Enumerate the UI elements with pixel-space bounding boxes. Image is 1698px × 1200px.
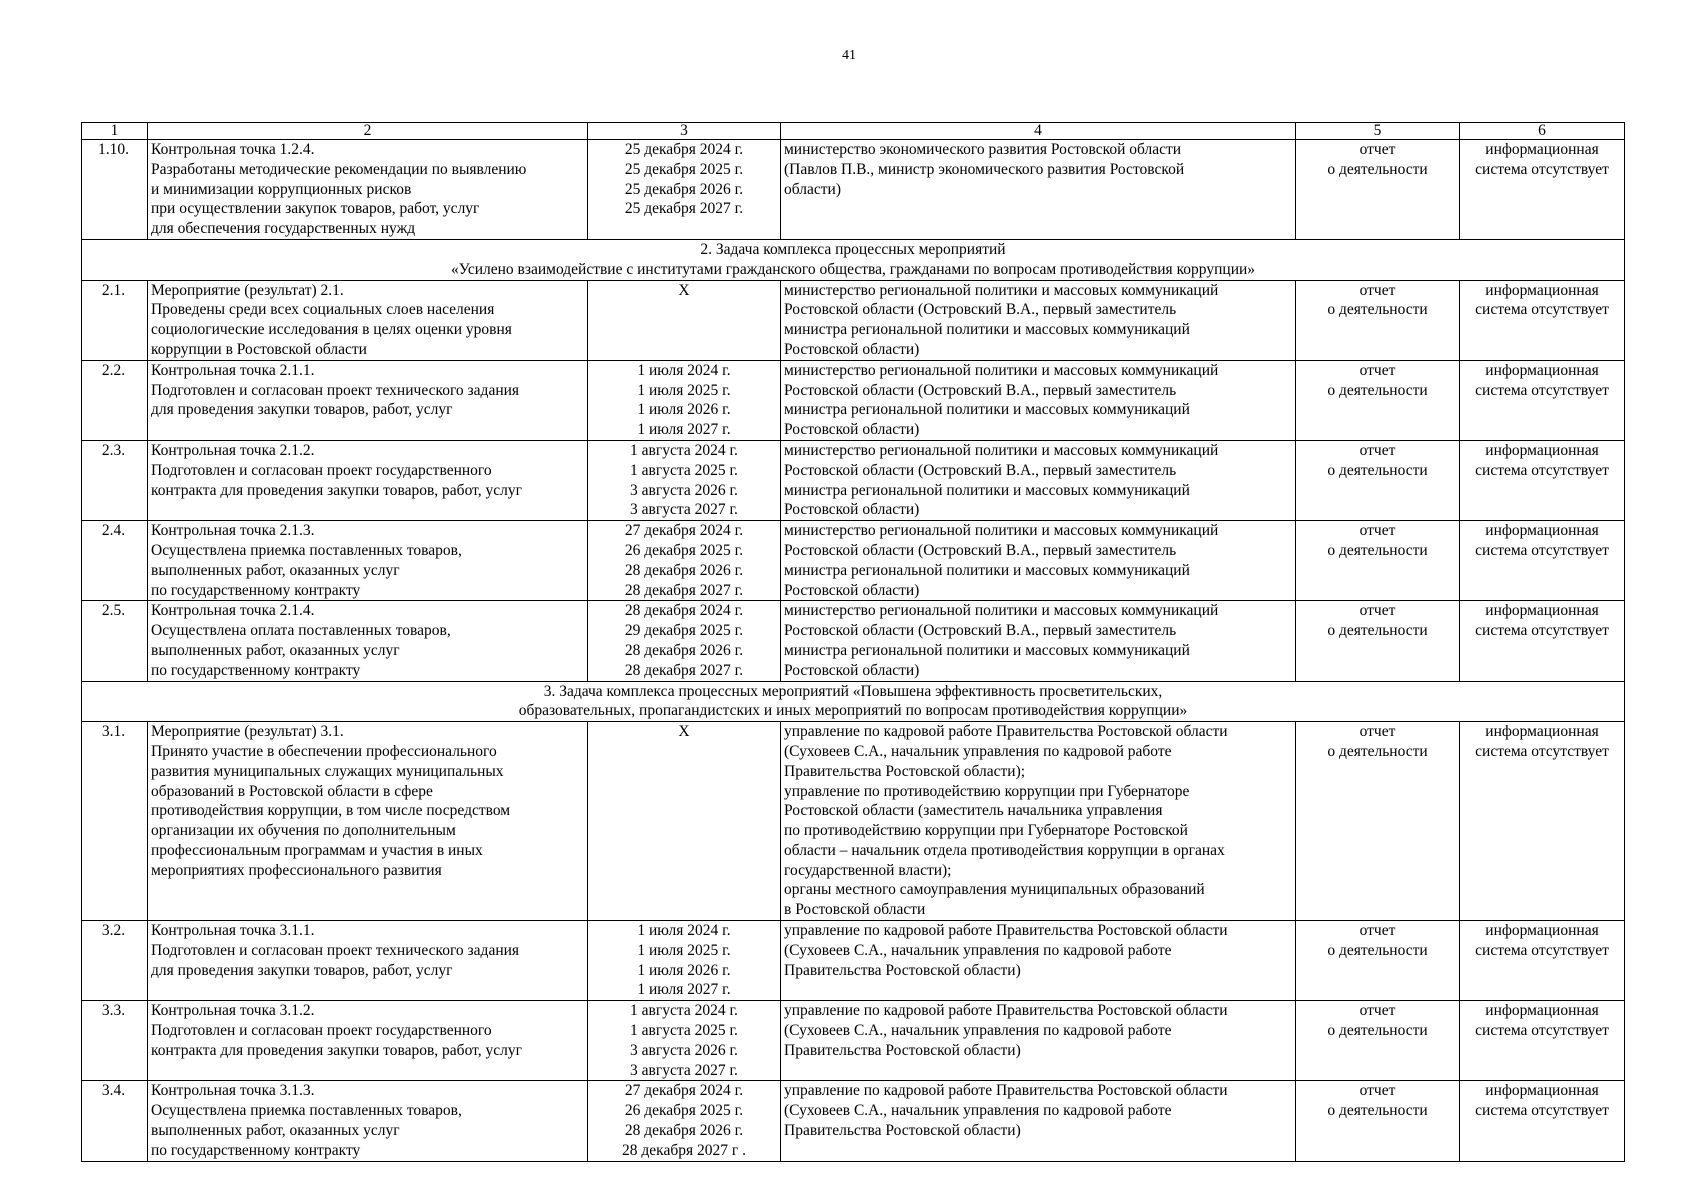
deadline-dates: 28 декабря 2024 г. 29 декабря 2025 г. 28 декабря 2026 г. 28 декабря 2027 г. (588, 601, 781, 681)
measure-title: Контрольная точка 3.1.1. Подготовлен и согласован проект технического задания для проведения закупки товаров, работ, услуг (148, 921, 588, 1001)
information-system: информационная система отсутствует (1460, 440, 1625, 520)
row-number: 3.3. (82, 1001, 148, 1081)
column-number-1: 1 (82, 123, 148, 140)
information-system: информационная система отсутствует (1460, 722, 1625, 921)
table-row (82, 601, 1625, 681)
confirming-document: отчет о деятельности (1296, 521, 1460, 601)
table-row (82, 1001, 1625, 1081)
row-number: 2.2. (82, 360, 148, 440)
information-system: информационная система отсутствует (1460, 360, 1625, 440)
confirming-document: отчет о деятельности (1296, 1081, 1460, 1161)
confirming-document: отчет о деятельности (1296, 601, 1460, 681)
confirming-document: отчет о деятельности (1296, 360, 1460, 440)
table-row (82, 1081, 1625, 1161)
page-number: 41 (842, 48, 856, 63)
table-body (82, 123, 1625, 1162)
information-system: информационная система отсутствует (1460, 1081, 1625, 1161)
measure-title: Контрольная точка 2.1.3. Осуществлена приемка поставленных товаров, выполненных работ, оказанных услуг по государственному контракту (148, 521, 588, 601)
confirming-document: отчет о деятельности (1296, 1001, 1460, 1081)
row-number: 3.1. (82, 722, 148, 921)
row-number: 2.3. (82, 440, 148, 520)
row-number: 2.4. (82, 521, 148, 601)
section-heading: 3. Задача комплекса процессных мероприятий «Повышена эффективность просветительских, образовательных, пропагандистских и иных мероприятий по вопросам противодействия коррупции» (82, 681, 1625, 722)
row-number: 1.10. (82, 140, 148, 240)
deadline-dates: Х (588, 722, 781, 921)
responsible-executor: министерство региональной политики и массовых коммуникаций Ростовской области (Островский В.А., первый заместитель министра региональной политики и массовых коммуникаций Ростовской области) (781, 521, 1296, 601)
measure-title: Контрольная точка 2.1.2. Подготовлен и согласован проект государственного контракта для проведения закупки товаров, работ, услуг (148, 440, 588, 520)
responsible-executor: министерство региональной политики и массовых коммуникаций Ростовской области (Островский В.А., первый заместитель министра региональной политики и массовых коммуникаций Ростовской области) (781, 440, 1296, 520)
table-row (82, 140, 1625, 240)
section-heading-row (82, 681, 1625, 722)
table-row (82, 722, 1625, 921)
information-system: информационная система отсутствует (1460, 280, 1625, 360)
information-system: информационная система отсутствует (1460, 140, 1625, 240)
measures-table (81, 122, 1625, 1162)
information-system: информационная система отсутствует (1460, 1001, 1625, 1081)
measure-title: Мероприятие (результат) 2.1. Проведены среди всех социальных слоев населения социологические исследования в целях оценки уровня коррупции в Ростовской области (148, 280, 588, 360)
responsible-executor: управление по кадровой работе Правительства Ростовской области (Суховеев С.А., начальник управления по кадровой работе Правительства Ростовской области) (781, 1081, 1296, 1161)
table-row (82, 280, 1625, 360)
confirming-document: отчет о деятельности (1296, 921, 1460, 1001)
table-row (82, 921, 1625, 1001)
column-number-6: 6 (1460, 123, 1625, 140)
deadline-dates: 1 августа 2024 г. 1 августа 2025 г. 3 августа 2026 г. 3 августа 2027 г. (588, 440, 781, 520)
responsible-executor: управление по кадровой работе Правительства Ростовской области (Суховеев С.А., начальник управления по кадровой работе Правительства Ростовской области); управление по противодействию коррупции при Губернаторе Ростовской области (заместитель начальника управления по противодействию коррупции при Губернаторе Ростовской области – начальник отдела противодействия коррупции в органах государственной власти); органы местного самоуправления муниципальных образований в Ростовской области (781, 722, 1296, 921)
deadline-dates: Х (588, 280, 781, 360)
measure-title: Контрольная точка 1.2.4. Разработаны методические рекомендации по выявлению и минимизации коррупционных рисков при осуществлении закупок товаров, работ, услуг для обеспечения государственных нужд (148, 140, 588, 240)
measure-title: Контрольная точка 2.1.1. Подготовлен и согласован проект технического задания для проведения закупки товаров, работ, услуг (148, 360, 588, 440)
information-system: информационная система отсутствует (1460, 521, 1625, 601)
column-number-row (82, 123, 1625, 140)
responsible-executor: министерство региональной политики и массовых коммуникаций Ростовской области (Островский В.А., первый заместитель министра региональной политики и массовых коммуникаций Ростовской области) (781, 601, 1296, 681)
deadline-dates: 1 августа 2024 г. 1 августа 2025 г. 3 августа 2026 г. 3 августа 2027 г. (588, 1001, 781, 1081)
row-number: 2.1. (82, 280, 148, 360)
deadline-dates: 27 декабря 2024 г. 26 декабря 2025 г. 28 декабря 2026 г. 28 декабря 2027 г. (588, 521, 781, 601)
confirming-document: отчет о деятельности (1296, 722, 1460, 921)
deadline-dates: 27 декабря 2024 г. 26 декабря 2025 г. 28 декабря 2026 г. 28 декабря 2027 г . (588, 1081, 781, 1161)
row-number: 2.5. (82, 601, 148, 681)
column-number-2: 2 (148, 123, 588, 140)
confirming-document: отчет о деятельности (1296, 140, 1460, 240)
responsible-executor: управление по кадровой работе Правительства Ростовской области (Суховеев С.А., начальник управления по кадровой работе Правительства Ростовской области) (781, 921, 1296, 1001)
confirming-document: отчет о деятельности (1296, 280, 1460, 360)
deadline-dates: 1 июля 2024 г. 1 июля 2025 г. 1 июля 2026 г. 1 июля 2027 г. (588, 360, 781, 440)
section-heading: 2. Задача комплекса процессных мероприятий «Усилено взаимодействие с институтами гражданского общества, гражданами по вопросам противодействия коррупции» (82, 239, 1625, 280)
confirming-document: отчет о деятельности (1296, 440, 1460, 520)
responsible-executor: министерство региональной политики и массовых коммуникаций Ростовской области (Островский В.А., первый заместитель министра региональной политики и массовых коммуникаций Ростовской области) (781, 360, 1296, 440)
column-number-3: 3 (588, 123, 781, 140)
responsible-executor: министерство экономического развития Ростовской области (Павлов П.В., министр экономического развития Ростовской области) (781, 140, 1296, 240)
measure-title: Мероприятие (результат) 3.1. Принято участие в обеспечении профессионального развития муниципальных служащих муниципальных образований в Ростовской области в сфере противодействия коррупции, в том числе посредством организации их обучения по дополнительным профессиональным программам и участия в иных мероприятиях профессионального развития (148, 722, 588, 921)
row-number: 3.4. (82, 1081, 148, 1161)
responsible-executor: управление по кадровой работе Правительства Ростовской области (Суховеев С.А., начальник управления по кадровой работе Правительства Ростовской области) (781, 1001, 1296, 1081)
row-number: 3.2. (82, 921, 148, 1001)
section-heading-row (82, 239, 1625, 280)
table-row (82, 440, 1625, 520)
information-system: информационная система отсутствует (1460, 921, 1625, 1001)
column-number-5: 5 (1296, 123, 1460, 140)
measure-title: Контрольная точка 3.1.2. Подготовлен и согласован проект государственного контракта для проведения закупки товаров, работ, услуг (148, 1001, 588, 1081)
column-number-4: 4 (781, 123, 1296, 140)
table-row (82, 360, 1625, 440)
measure-title: Контрольная точка 3.1.3. Осуществлена приемка поставленных товаров, выполненных работ, оказанных услуг по государственному контракту (148, 1081, 588, 1161)
table-row (82, 521, 1625, 601)
deadline-dates: 25 декабря 2024 г. 25 декабря 2025 г. 25 декабря 2026 г. 25 декабря 2027 г. (588, 140, 781, 240)
deadline-dates: 1 июля 2024 г. 1 июля 2025 г. 1 июля 2026 г. 1 июля 2027 г. (588, 921, 781, 1001)
responsible-executor: министерство региональной политики и массовых коммуникаций Ростовской области (Островский В.А., первый заместитель министра региональной политики и массовых коммуникаций Ростовской области) (781, 280, 1296, 360)
measure-title: Контрольная точка 2.1.4. Осуществлена оплата поставленных товаров, выполненных работ, оказанных услуг по государственному контракту (148, 601, 588, 681)
information-system: информационная система отсутствует (1460, 601, 1625, 681)
